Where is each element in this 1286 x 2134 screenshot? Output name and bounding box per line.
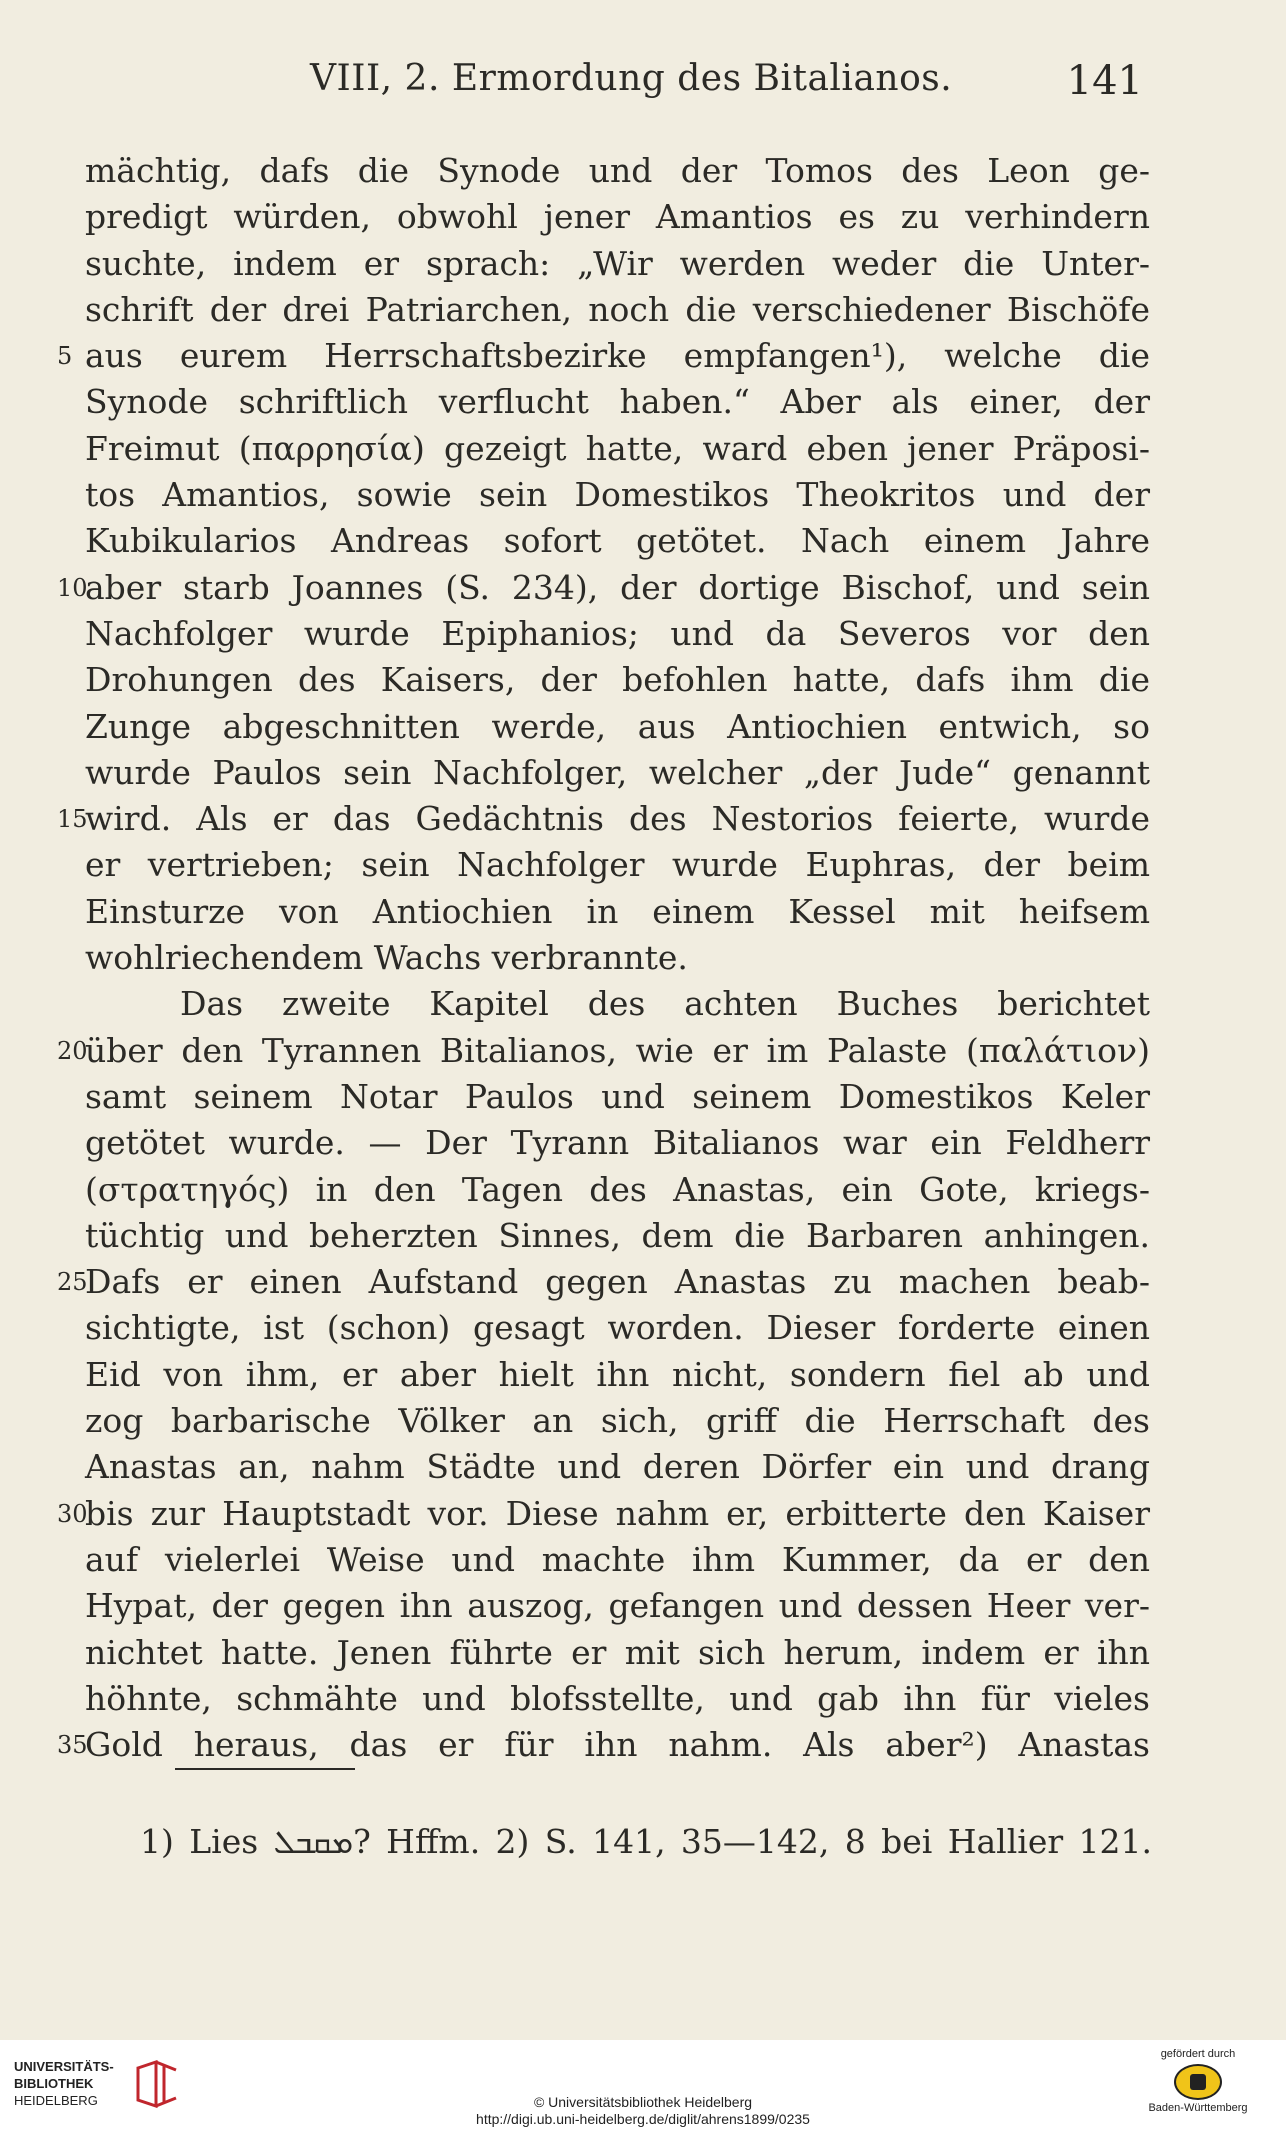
text-line (85, 1305, 1150, 1351)
text-line (85, 426, 1150, 472)
line-number: 35 (57, 1731, 88, 1760)
line-text: bis zur Hauptstadt vor. Diese nahm er, erbitterte den Kaiser (85, 1493, 1150, 1533)
text-line (85, 287, 1150, 333)
line-text: Gold heraus, das er für ihn nahm. Als aber²) Anastas (85, 1725, 1150, 1765)
running-header (85, 58, 1143, 108)
line-text: predigt würden, obwohl jener Amantios es zu verhindern (85, 197, 1150, 237)
text-line (85, 1074, 1150, 1120)
line-text: Hypat, der gegen ihn auszog, gefangen und dessen Heer ver- (85, 1586, 1150, 1626)
line-text: aber starb Joannes (S. 234), der dortige Bischof, und sein (85, 567, 1150, 607)
line-text: samt seinem Notar Paulos und seinem Domestikos Keler (85, 1076, 1150, 1116)
text-line (85, 1444, 1150, 1490)
text-line (85, 1537, 1150, 1583)
line-text: Synode schriftlich verflucht haben.“ Aber als einer, der (85, 382, 1150, 422)
text-line (85, 1398, 1150, 1444)
line-number: 25 (57, 1268, 88, 1297)
line-text: Drohungen des Kaisers, der befohlen hatte, dafs ihm die (85, 660, 1150, 700)
copyright-text: © Universitätsbibliothek Heidelberg (533, 2094, 753, 2110)
text-line (85, 472, 1150, 518)
line-text: suchte, indem er sprach: „Wir werden weder die Unter- (85, 243, 1150, 283)
text-line (85, 379, 1150, 425)
line-text: tüchtig und beherzten Sinnes, dem die Barbaren anhingen. (85, 1215, 1150, 1255)
line-text: wohlriechendem Wachs verbrannte. (85, 938, 688, 978)
text-line (85, 981, 1150, 1027)
text-line (85, 1583, 1150, 1629)
funded-by-label: gefördert durch (1160, 2048, 1236, 2060)
text-line (57, 1259, 1150, 1305)
line-number: 30 (57, 1499, 88, 1528)
line-text: wurde Paulos sein Nachfolger, welcher „der Jude“ genannt (85, 752, 1150, 792)
line-text: Nachfolger wurde Epiphanios; und da Severos vor den (85, 613, 1150, 653)
body-text (57, 148, 1150, 1768)
line-text: schrift der drei Patriarchen, noch die verschiedener Bischöfe (85, 289, 1150, 329)
line-text: Kubikularios Andreas sofort getötet. Nach einem Jahre (85, 521, 1150, 561)
text-line (85, 1676, 1150, 1722)
line-number: 15 (57, 805, 88, 834)
text-line (85, 611, 1150, 657)
line-text: sichtigte, ist (schon) gesagt worden. Dieser forderte einen (85, 1308, 1150, 1348)
line-text: Freimut (παρρησία) gezeigt hatte, ward eben jener Präposi- (85, 428, 1150, 468)
text-line (57, 796, 1150, 842)
library-name-line1: UNIVERSITÄTS- (14, 2059, 114, 2074)
text-line (85, 750, 1150, 796)
text-line (85, 1213, 1150, 1259)
library-name-line3: HEIDELBERG (14, 2093, 98, 2108)
line-number: 10 (57, 573, 88, 602)
line-number: 5 (57, 342, 73, 371)
text-line (85, 518, 1150, 564)
footnote: 1) Lies ܡܩܒܠ? Hffm. 2) S. 141, 35—142, 8 bei Hallier 121. (140, 1822, 1152, 1861)
line-text: Zunge abgeschnitten werde, aus Antiochien entwich, so (85, 706, 1150, 746)
line-number: 20 (57, 1036, 88, 1065)
line-text: (στρατηγός) in den Tagen des Anastas, ein Gote, kriegs- (85, 1169, 1150, 1209)
text-line (85, 1352, 1150, 1398)
line-text: mächtig, dafs die Synode und der Tomos des Leon ge- (85, 151, 1150, 190)
text-line (85, 1630, 1150, 1676)
text-line (85, 935, 1150, 981)
funder-logo[interactable] (1128, 2048, 1268, 2128)
text-line (85, 148, 1150, 194)
line-text: wird. Als er das Gedächtnis des Nestorios feierte, wurde (85, 799, 1150, 839)
copyright-credit (0, 2094, 1286, 2128)
line-text: Anastas an, nahm Städte und deren Dörfer ein und drang (85, 1447, 1150, 1487)
line-text: Dafs er einen Aufstand gegen Anastas zu machen beab- (85, 1262, 1150, 1302)
line-text: nichtet hatte. Jenen führte er mit sich herum, indem er ihn (85, 1632, 1150, 1672)
running-title: VIII, 2. Ermordung des Bitalianos. (310, 58, 953, 99)
text-line (85, 241, 1150, 287)
library-name-line2: BIBLIOTHEK (14, 2076, 94, 2091)
line-text: aus eurem Herrschaftsbezirke empfangen¹), welche die (85, 336, 1150, 376)
line-text: getötet wurde. — Der Tyrann Bitalianos war ein Feldherr (85, 1123, 1150, 1163)
line-text: Eid von ihm, er aber hielt ihn nicht, sondern fiel ab und (85, 1354, 1150, 1394)
text-line (85, 704, 1150, 750)
text-line (85, 842, 1150, 888)
text-line (57, 333, 1150, 379)
text-line (57, 565, 1150, 611)
text-line (85, 889, 1150, 935)
text-line (85, 1167, 1150, 1213)
text-line (85, 1120, 1150, 1166)
permalink[interactable]: http://digi.ub.uni-heidelberg.de/diglit/ahrens1899/0235 (476, 2111, 810, 2127)
footnote-rule (175, 1768, 355, 1770)
text-line (57, 1028, 1150, 1074)
line-text: Das zweite Kapitel des achten Buches berichtet (180, 984, 1150, 1024)
text-line (57, 1722, 1150, 1768)
text-line (85, 194, 1150, 240)
page-number: 141 (1066, 58, 1143, 104)
line-text: höhnte, schmähte und blofsstellte, und gab ihn für vieles (85, 1678, 1150, 1718)
line-text: Einsturze von Antiochien in einem Kessel mit heifsem (85, 891, 1150, 931)
crest-icon (1174, 2064, 1222, 2100)
footer-bar (0, 2040, 1286, 2134)
funder-name: Baden-Württemberg (1148, 2102, 1248, 2114)
text-line (57, 1491, 1150, 1537)
line-text: tos Amantios, sowie sein Domestikos Theokritos und der (85, 475, 1150, 515)
line-text: zog barbarische Völker an sich, griff die Herrschaft des (85, 1401, 1150, 1441)
line-text: auf vielerlei Weise und machte ihm Kummer, da er den (85, 1539, 1150, 1579)
line-text: er vertrieben; sein Nachfolger wurde Euphras, der beim (85, 845, 1150, 885)
text-line (85, 657, 1150, 703)
line-text: über den Tyrannen Bitalianos, wie er im Palaste (παλάτιον) (85, 1030, 1150, 1070)
